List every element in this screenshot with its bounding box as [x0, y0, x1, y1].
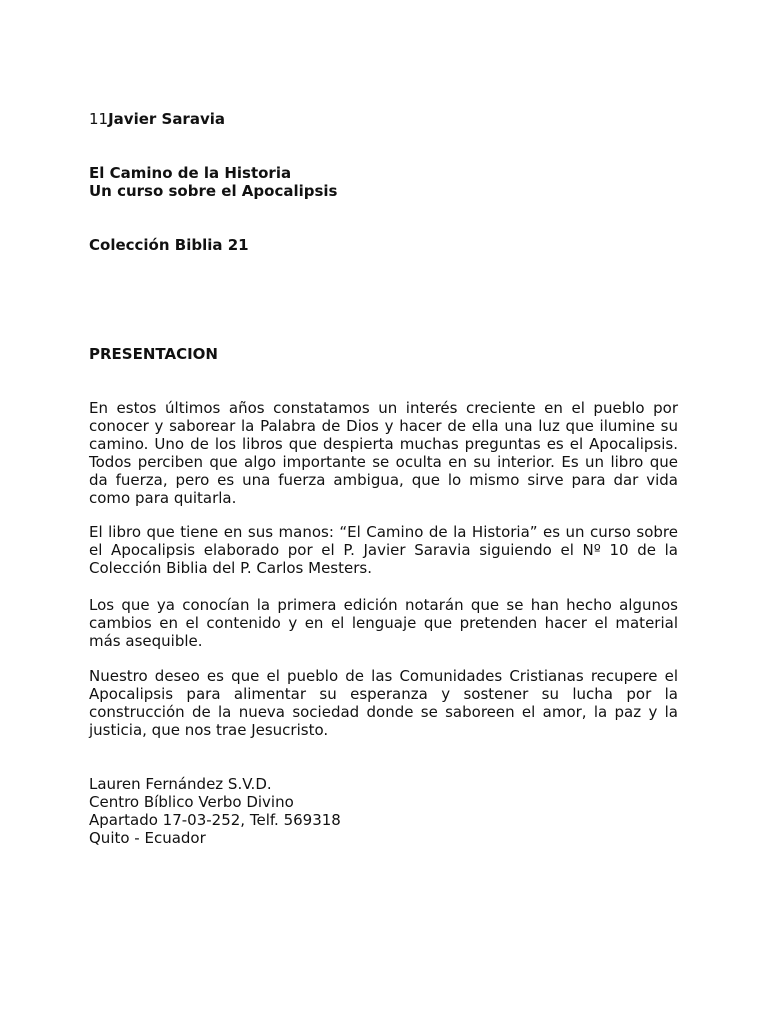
paragraph-4: Nuestro deseo es que el pueblo de las Comunidades Cristianas recupere el Apocalipsis para alimentar su esperanza y sostener su lucha por la construcción de la nueva sociedad donde se saboreen el amor, la paz y la justicia, que nos trae Jesucristo. — [89, 667, 678, 739]
paragraph-2: El libro que tiene en sus manos: “El Camino de la Historia” es un curso sobre el Apocalipsis elaborado por el P. Javier Saravia siguiendo el Nº 10 de la Colección Biblia del P. Carlos Mesters. — [89, 523, 678, 577]
paragraph-1: En estos últimos años constatamos un interés creciente en el pueblo por conocer y saborear la Palabra de Dios y hacer de ella una luz que ilumine su camino. Uno de los libros que despierta muchas preguntas es el Apocalipsis. Todos perciben que algo importante se oculta en su interior. Es un libro que da fuerza, pero es una fuerza ambigua, que lo mismo sirve para dar vida como para quitarla. — [89, 399, 678, 507]
signature-city: Quito - Ecuador — [89, 829, 206, 847]
signature-name: Lauren Fernández S.V.D. — [89, 775, 272, 793]
paragraph-3: Los que ya conocían la primera edición notarán que se han hecho algunos cambios en el contenido y en el lenguaje que pretenden hacer el material más asequible. — [89, 596, 678, 650]
signature-organization: Centro Bíblico Verbo Divino — [89, 793, 294, 811]
book-title: El Camino de la Historia — [89, 164, 292, 182]
signature-block — [89, 775, 678, 847]
section-heading: PRESENTACION — [89, 345, 218, 363]
book-subtitle: Un curso sobre el Apocalipsis — [89, 182, 338, 200]
author-name: Javier Saravia — [108, 110, 225, 128]
page-number: 11 — [89, 110, 109, 128]
author-line — [89, 110, 225, 128]
signature-address: Apartado 17-03-252, Telf. 569318 — [89, 811, 341, 829]
collection-name: Colección Biblia 21 — [89, 236, 249, 254]
